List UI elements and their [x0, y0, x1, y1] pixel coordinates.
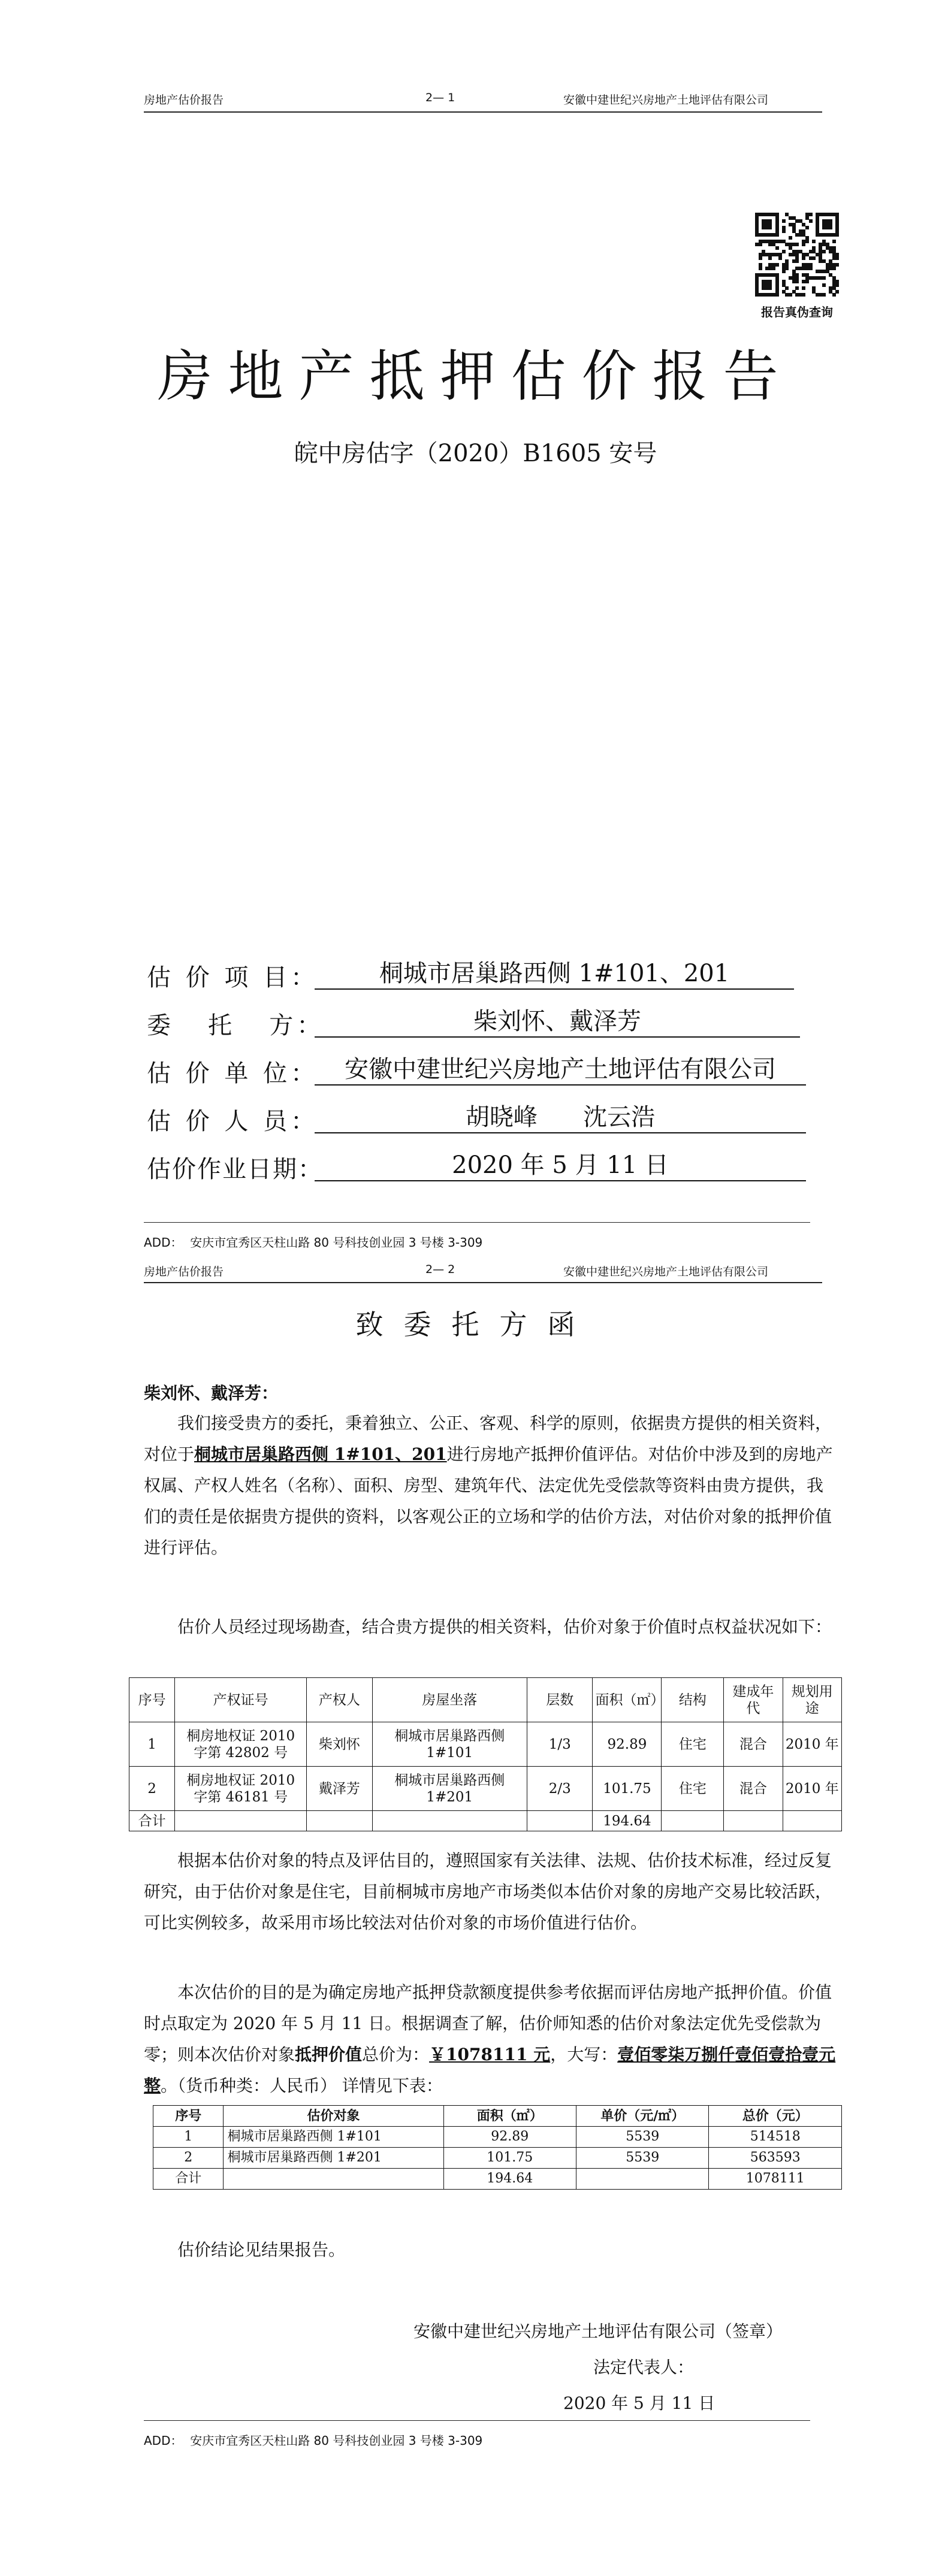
table-cell: 101.75	[443, 2148, 576, 2169]
qr-module	[812, 240, 816, 243]
qr-module	[768, 286, 772, 290]
table-total-row	[129, 1811, 842, 1831]
qr-module	[785, 267, 789, 270]
table-cell: 桐城市居巢路西侧 1#101	[372, 1722, 527, 1767]
table-header: 总价（元）	[709, 2106, 842, 2127]
report-title: 房地产抵押估价报告	[157, 344, 794, 409]
table-cell: 563593	[709, 2148, 842, 2169]
qr-module	[772, 267, 775, 270]
info-label: 估 价 单 位：	[147, 1060, 319, 1087]
signature-legal-rep: 法定代表人：	[593, 2357, 695, 2377]
para4-text: 本次估价的目的是为确定房地产抵押贷款额度提供参考依据而评估房地产抵押价值。价值时点取定为 2020 年 5 月 11 日。根据调查了解，估价师知悉的估价对象法定优先受偿款为零；则本次估价对象	[144, 1982, 832, 2064]
header-left: 房地产估价报告	[144, 93, 224, 107]
paragraph-3: 根据本估价对象的特点及评估目的，遵照国家有关法律、法规、估价技术标准，经过反复研究，由于估价对象是住宅，目前桐城市房地产市场类似本估价对象的房地产交易比较活跃，可比实例较多，故采用市场比较法对估价对象的市场价值进行估价。	[144, 1851, 832, 1933]
table-row	[129, 1767, 842, 1811]
table-cell: 住宅	[662, 1767, 724, 1811]
qr-module	[775, 233, 779, 237]
table-cell	[307, 1811, 372, 1831]
qr-module	[802, 286, 805, 290]
para1-text: 我们接受贵方的委托，秉着独立、公正、客观、科学的原则，依据贵方提供的相关资料，对位于	[144, 1413, 832, 1464]
qr-module	[805, 226, 809, 229]
signature-date: 2020 年 5 月 11 日	[563, 2393, 715, 2413]
qr-module	[778, 256, 782, 260]
info-value: 柴刘怀、戴泽芳	[315, 1006, 800, 1038]
qr-module	[795, 259, 799, 263]
qr-module	[795, 286, 799, 290]
info-label: 委 托 方：	[147, 1012, 325, 1039]
qr-module	[829, 226, 832, 229]
qr-module	[832, 240, 836, 243]
qr-module	[802, 256, 805, 260]
qr-module	[809, 267, 813, 270]
qr-module	[822, 250, 826, 253]
qr-module	[785, 286, 789, 290]
table-cell: 194.64	[593, 1811, 662, 1831]
footer-rule	[144, 1222, 810, 1223]
table-cell	[724, 1811, 783, 1831]
mortgage-value-label: 抵押价值	[295, 2045, 363, 2064]
header-right: 安徽中建世纪兴房地产土地评估有限公司	[563, 93, 769, 107]
qr-module	[805, 280, 809, 283]
table-cell: 92.89	[593, 1722, 662, 1767]
qr-module	[832, 293, 836, 297]
qr-module	[835, 233, 839, 237]
info-value: 桐城市居巢路西侧 1#101、201	[315, 959, 794, 990]
table-header-row	[129, 1678, 842, 1722]
table-cell: 1	[129, 1722, 175, 1767]
paragraph-2: 估价人员经过现场勘查，结合贵方提供的相关资料，估价对象于价值时点权益状况如下：	[177, 1617, 832, 1637]
paragraph-5: 估价结论见结果报告。	[177, 2240, 346, 2260]
info-label: 估 价 项 目：	[147, 964, 319, 991]
table-cell	[224, 2169, 443, 2190]
table-cell: 合计	[129, 1811, 175, 1831]
qr-module	[759, 256, 762, 260]
header-page-number: 2— 2	[425, 1263, 455, 1276]
table-header: 面积（㎡）	[593, 1678, 662, 1722]
qr-module	[832, 267, 836, 270]
header-right: 安徽中建世纪兴房地产土地评估有限公司	[563, 1265, 769, 1278]
table-cell: 桐城市居巢路西侧 1#201	[224, 2148, 443, 2169]
table-cell: 柴刘怀	[307, 1722, 372, 1767]
addressee: 柴刘怀、戴泽芳：	[144, 1383, 279, 1403]
signature-company: 安徽中建世纪兴房地产土地评估有限公司（签章）	[413, 2321, 783, 2341]
valuation-table	[153, 2105, 842, 2190]
table-header: 估价对象	[224, 2106, 443, 2127]
table-cell	[527, 1811, 593, 1831]
info-value: 2020 年 5 月 11 日	[315, 1150, 806, 1181]
qr-module	[795, 280, 799, 283]
qr-module	[805, 240, 809, 243]
qr-module	[789, 236, 792, 240]
qr-module	[835, 256, 839, 260]
table-cell: 合计	[153, 2169, 224, 2190]
qr-module	[809, 219, 813, 223]
qr-module	[759, 243, 762, 246]
qr-module	[768, 256, 772, 260]
table-cell: 桐城市居巢路西侧 1#201	[372, 1767, 527, 1811]
qr-module	[759, 267, 762, 270]
report-number: 皖中房估字（2020）B1605 安号	[294, 440, 657, 467]
table-cell: 92.89	[443, 2127, 576, 2148]
table-cell: 2	[153, 2148, 224, 2169]
table-row	[153, 2148, 842, 2169]
qr-module	[802, 293, 805, 297]
header-rule	[144, 111, 822, 113]
header-rule	[144, 1282, 822, 1283]
table-cell: 2010 年	[783, 1722, 841, 1767]
table-header: 产权人	[307, 1678, 372, 1722]
qr-module	[768, 226, 772, 229]
table-cell: 1/3	[527, 1722, 593, 1767]
qr-module	[835, 290, 839, 294]
table-cell: 戴泽芳	[307, 1767, 372, 1811]
table-cell: 1	[153, 2127, 224, 2148]
table-cell: 2/3	[527, 1767, 593, 1811]
total-value-numeric: ￥1078111 元	[429, 2045, 551, 2064]
info-label: 估价作业日期：	[147, 1156, 323, 1183]
table-cell	[372, 1811, 527, 1831]
qr-module	[822, 283, 826, 287]
info-value: 胡晓峰 沈云浩	[315, 1102, 806, 1133]
qr-module	[775, 246, 779, 250]
info-value: 安徽中建世纪兴房地产土地评估有限公司	[315, 1054, 806, 1086]
table-total-row	[153, 2169, 842, 2190]
table-cell: 桐房地权证 2010 字第 42802 号	[175, 1722, 307, 1767]
qr-module	[782, 250, 786, 253]
table-cell	[175, 1811, 307, 1831]
table-row	[153, 2127, 842, 2148]
qr-module	[789, 293, 792, 297]
table-cell: 5539	[576, 2127, 709, 2148]
property-location: 桐城市居巢路西侧 1#101、201	[194, 1444, 447, 1464]
table-cell: 5539	[576, 2148, 709, 2169]
table-cell: 194.64	[443, 2169, 576, 2190]
table-cell	[783, 1811, 841, 1831]
para1-text: 进行房地产抵押价值评估。对估价中涉及到的房地产权属、产权人姓名（名称）、面积、房型、建筑年代、法定优先受偿款等资料由贵方提供，我们的责任是依据贵方提供的资料，以客观公正的立场和学的估价方法，对估价对象的抵押价值进行评估。	[144, 1444, 833, 1558]
table-cell: 514518	[709, 2127, 842, 2148]
qr-module	[835, 283, 839, 287]
qr-caption: 报告真伪查询	[761, 305, 833, 319]
property-rights-table	[129, 1677, 842, 1831]
table-header: 建成年代	[724, 1678, 783, 1722]
qr-module	[775, 263, 779, 267]
footer-rule	[144, 2420, 810, 2421]
table-cell: 混合	[724, 1767, 783, 1811]
table-header-row	[153, 2106, 842, 2127]
qr-module	[802, 243, 805, 246]
qr-module	[795, 243, 799, 246]
qr-module	[782, 219, 786, 223]
qr-module	[782, 270, 786, 273]
table-header: 面积（㎡）	[443, 2106, 576, 2127]
table-cell: 桐房地权证 2010 字第 46181 号	[175, 1767, 307, 1811]
table-header: 结构	[662, 1678, 724, 1722]
qr-module	[812, 256, 816, 260]
qr-module	[835, 263, 839, 267]
para4-text: ，大写：	[550, 2045, 618, 2064]
paragraph-1	[144, 1408, 839, 1564]
qr-module	[822, 276, 826, 280]
table-cell: 桐城市居巢路西侧 1#101	[224, 2127, 443, 2148]
table-header: 房屋坐落	[372, 1678, 527, 1722]
info-label: 估 价 人 员：	[147, 1108, 319, 1135]
table-cell: 1078111	[709, 2169, 842, 2190]
total-value-chinese: 壹佰零柒万捌仟壹佰壹拾壹元整	[144, 2045, 836, 2096]
table-header: 序号	[129, 1678, 175, 1722]
table-cell	[662, 1811, 724, 1831]
table-cell: 住宅	[662, 1722, 724, 1767]
table-cell	[576, 2169, 709, 2190]
footer-address: ADD： 安庆市宜秀区天柱山路 80 号科技创业园 3 号楼 3-309	[144, 1235, 483, 1250]
table-cell: 101.75	[593, 1767, 662, 1811]
letter-title: 致委托方函	[355, 1308, 596, 1341]
table-header: 单价（元/㎡）	[576, 2106, 709, 2127]
paragraph-4	[144, 1977, 839, 2102]
table-header: 产权证号	[175, 1678, 307, 1722]
table-header: 层数	[527, 1678, 593, 1722]
table-header: 序号	[153, 2106, 224, 2127]
header-left: 房地产估价报告	[144, 1265, 224, 1278]
table-cell: 2	[129, 1767, 175, 1811]
qr-module	[782, 229, 786, 233]
para4-text: 总价为：	[362, 2045, 430, 2064]
table-row	[129, 1722, 842, 1767]
table-cell: 2010 年	[783, 1767, 841, 1811]
table-header: 规划用途	[783, 1678, 841, 1722]
qr-code-icon[interactable]	[755, 213, 839, 297]
qr-module	[775, 293, 779, 297]
qr-module	[822, 293, 826, 297]
para4-text: 。（货币种类：人民币） 详情见下表：	[161, 2076, 443, 2096]
header-page-number: 2— 1	[425, 91, 455, 104]
footer-address: ADD： 安庆市宜秀区天柱山路 80 号科技创业园 3 号楼 3-309	[144, 2433, 483, 2448]
qr-module	[809, 213, 813, 216]
table-cell: 混合	[724, 1722, 783, 1767]
